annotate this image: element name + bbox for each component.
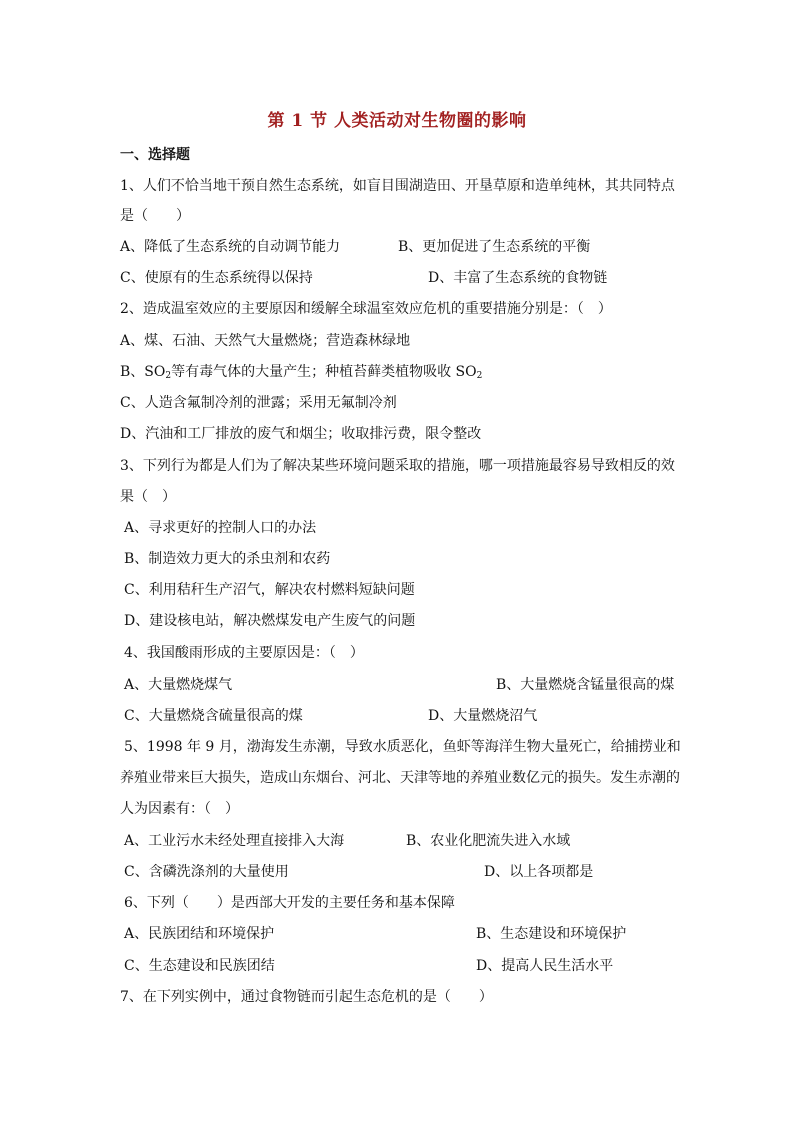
question-6-stem: 6、下列（ ）是西部大开发的主要任务和基本保障 — [124, 895, 455, 911]
question-4-option-b: B、大量燃烧含锰量很高的煤 — [496, 677, 675, 693]
question-5-option-b: B、农业化肥流失进入水域 — [406, 833, 571, 849]
question-5-stem-cont-2: 人为因素有：（ ） — [120, 801, 239, 817]
question-1-option-a: A、降低了生态系统的自动调节能力 — [120, 239, 341, 255]
option-b-prefix: B、SO — [120, 364, 166, 380]
question-4-option-a: A、大量燃烧煤气 — [124, 677, 233, 693]
question-5-option-c: C、含磷洗涤剂的大量使用 — [124, 864, 289, 880]
question-1-option-b: B、更加促进了生态系统的平衡 — [398, 239, 591, 255]
subscript-2b: 2 — [476, 371, 483, 381]
question-6-option-d: D、提高人民生活水平 — [476, 958, 614, 974]
question-5-option-a: A、工业污水未经处理直接排入大海 — [124, 833, 345, 849]
question-4-stem: 4、我国酸雨形成的主要原因是：（ ） — [124, 645, 364, 661]
page-title: 第 1 节 人类活动对生物圈的影响 — [267, 111, 527, 131]
question-4-option-d: D、大量燃烧沼气 — [428, 708, 538, 724]
question-5-stem: 5、1998 年 9 月，渤海发生赤潮，导致水质恶化，鱼虾等海洋生物大量死亡，给捕捞业和 — [124, 739, 681, 755]
question-6-option-a: A、民族团结和环境保护 — [124, 926, 275, 942]
question-6-option-c: C、生态建设和民族团结 — [124, 958, 275, 974]
question-6-option-b: B、生态建设和环境保护 — [476, 926, 627, 942]
question-3-stem-cont: 果（ ） — [120, 489, 176, 505]
question-3-option-a: A、寻求更好的控制人口的办法 — [124, 520, 317, 536]
question-1-option-c: C、使原有的生态系统得以保持 — [120, 270, 313, 286]
section-heading: 一、选择题 — [120, 147, 190, 163]
question-3-option-b: B、制造效力更大的杀虫剂和农药 — [124, 551, 331, 567]
question-4-option-c: C、大量燃烧含硫量很高的煤 — [124, 708, 303, 724]
question-7-stem: 7、在下列实例中，通过食物链而引起生态危机的是（ ） — [120, 989, 493, 1005]
question-1-option-d: D、丰富了生态系统的食物链 — [428, 270, 608, 286]
question-1-stem: 1、人们不恰当地干预自然生态系统，如盲目围湖造田、开垦草原和造单纯林，其共同特点 — [120, 178, 675, 194]
question-2-option-b — [120, 363, 482, 385]
question-2-option-d: D、汽油和工厂排放的废气和烟尘；收取排污费，限令整改 — [120, 426, 482, 442]
question-2-option-a: A、煤、石油、天然气大量燃烧；营造森林绿地 — [120, 333, 411, 349]
question-2-option-c: C、人造含氟制冷剂的泄露；采用无氟制冷剂 — [120, 395, 397, 411]
question-5-stem-cont: 养殖业带来巨大损失，造成山东烟台、河北、天津等地的养殖业数亿元的损失。发生赤潮的 — [120, 770, 680, 786]
question-1-stem-cont: 是（ ） — [120, 208, 190, 224]
question-2-stem: 2、造成温室效应的主要原因和缓解全球温室效应危机的重要措施分别是：（ ） — [120, 301, 612, 317]
subscript-2: 2 — [165, 371, 172, 381]
option-b-rest: 等有毒气体的大量产生；种植苔藓类植物吸收 SO — [171, 364, 477, 380]
question-5-option-d: D、以上各项都是 — [484, 864, 594, 880]
question-3-option-d: D、建设核电站，解决燃煤发电产生废气的问题 — [124, 613, 416, 629]
question-3-stem: 3、下列行为都是人们为了解决某些环境问题采取的措施，哪一项措施最容易导致相反的效 — [120, 458, 675, 474]
question-3-option-c: C、利用秸秆生产沼气，解决农村燃料短缺问题 — [124, 582, 415, 598]
